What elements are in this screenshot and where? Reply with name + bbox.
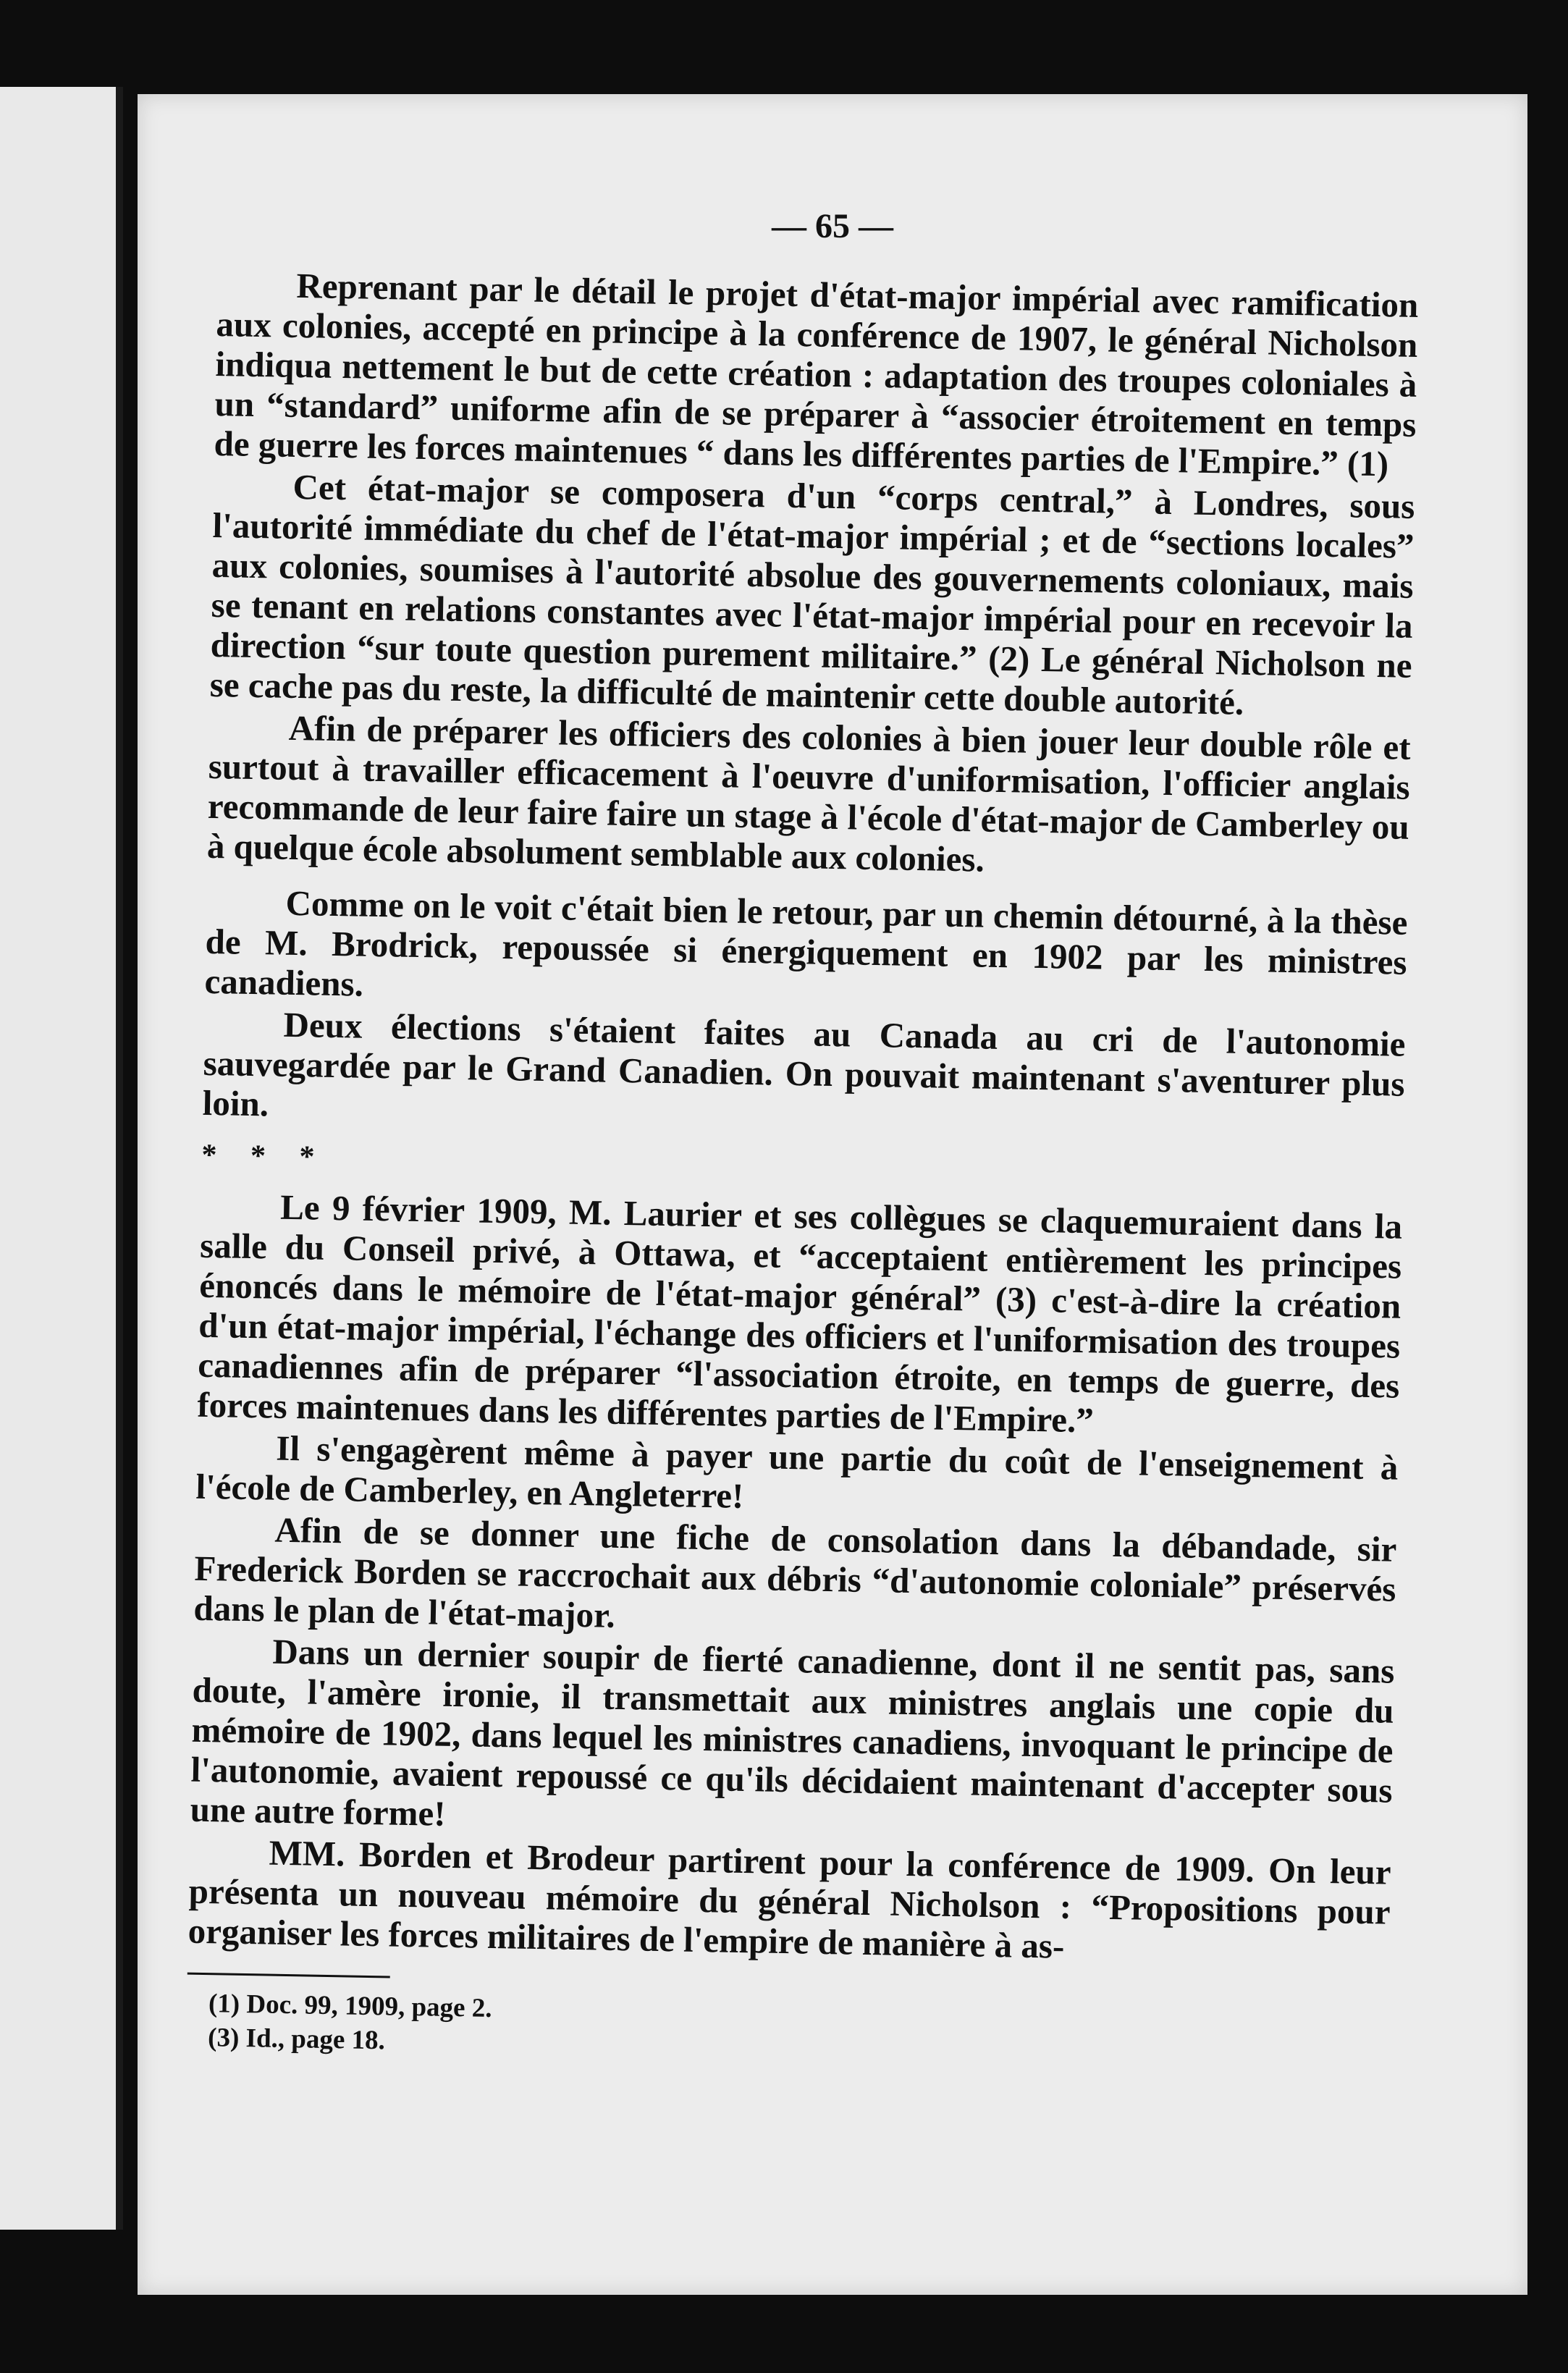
- footnote-1: (1) Doc. 99, 1909, page 2.: [208, 1989, 492, 2023]
- book-page: [138, 94, 1527, 2295]
- paragraph-9: Dans un dernier soupir de fierté canadienne, dont il ne sentit pas, sans doute, l'amère ironie, il transmettait aux ministres anglais une copie du mémoire de 1902, dans lequel les ministres canadiens, invoquant le principe de l'autonomie, avaient repoussé ce qu'ils décidaient maintenant d'accepter sous une autre forme!: [190, 1631, 1395, 1834]
- paragraph-8: Afin de se donner une fiche de consolation dans la débandade, sir Frederick Borden se raccrochait aux débris “d'autonomie coloniale” préservés dans le plan de l'état-major.: [193, 1509, 1397, 1635]
- page-body: [186, 264, 1419, 2075]
- paragraph-10: MM. Borden et Brodeur partirent pour la conférence de 1909. On leur présenta un nouveau mémoire du général Nicholson : “Propositions pour organiser les forces militaires de l'empire de manière à as-: [187, 1832, 1391, 1966]
- section-separator: * * *: [201, 1138, 328, 1174]
- footnote-rule: [187, 1973, 390, 1978]
- paragraph-3: Afin de préparer les officiers des colonies à bien jouer leur double rôle et surtout à travailler efficacement à l'oeuvre d'uniformisation, l'officier anglais recommande de leur faire faire un stage à l'école d'état-major de Camberley ou à quelque école absolument semblable aux colonies.: [206, 707, 1412, 880]
- paragraph-7: Il s'engagèrent même à payer une partie du coût de l'enseignement à l'école de Camberley, en Angleterre!: [195, 1428, 1399, 1516]
- adjacent-page-edge: [0, 87, 123, 2230]
- paragraph-1: Reprenant par le détail le projet d'état-major impérial avec ramification aux colonies, accepté en principe à la conférence de 1907, le général Nicholson indiqua nettement le but de cette création : adaptation des troupes coloniales à un “standard” uniforme afin de se préparer à “associer étroitement en temps de guerre les forces maintenues “ dans les différentes parties de l'Empire.” (1): [214, 265, 1419, 484]
- footnote-3: (3) Id., page 18.: [207, 2023, 386, 2056]
- page-number: — 65 —: [772, 207, 893, 245]
- paragraph-4: Comme on le voit c'était bien le retour, par un chemin détourné, à la thèse de M. Brodrick, repoussée si énergiquement en 1902 par les ministres canadiens.: [204, 882, 1408, 1004]
- paragraph-2: Cet état-major se composera d'un “corps central,” à Londres, sous l'autorité immédiate du chef de l'état-major impérial ; et de “sections locales” aux colonies, soumises à l'autorité absolue des gouvernements coloniaux, mais se tenant en relations constantes avec l'état-major impérial pour en recevoir la direction “sur toute question purement militaire.” (2) Le général Nicholson ne se cache pas du reste, la difficulté de maintenir cette double autorité.: [209, 466, 1415, 722]
- paragraph-5: Deux élections s'étaient faites au Canada au cri de l'autonomie sauvegardée par le Grand Canadien. On pouvait maintenant s'aventurer plus loin.: [202, 1004, 1406, 1124]
- paragraph-6: Le 9 février 1909, M. Laurier et ses collègues se claquemuraient dans la salle du Conseil privé, à Ottawa, et “acceptaient entièrement les principes énoncés dans le mémoire de l'état-major général” (3) c'est-à-dire la création d'un état-major impérial, l'échange des officiers et l'uniformisation des troupes canadiennes afin de préparer “l'association étroite, en temps de guerre, des forces maintenues dans les différentes parties de l'Empire.”: [197, 1186, 1403, 1441]
